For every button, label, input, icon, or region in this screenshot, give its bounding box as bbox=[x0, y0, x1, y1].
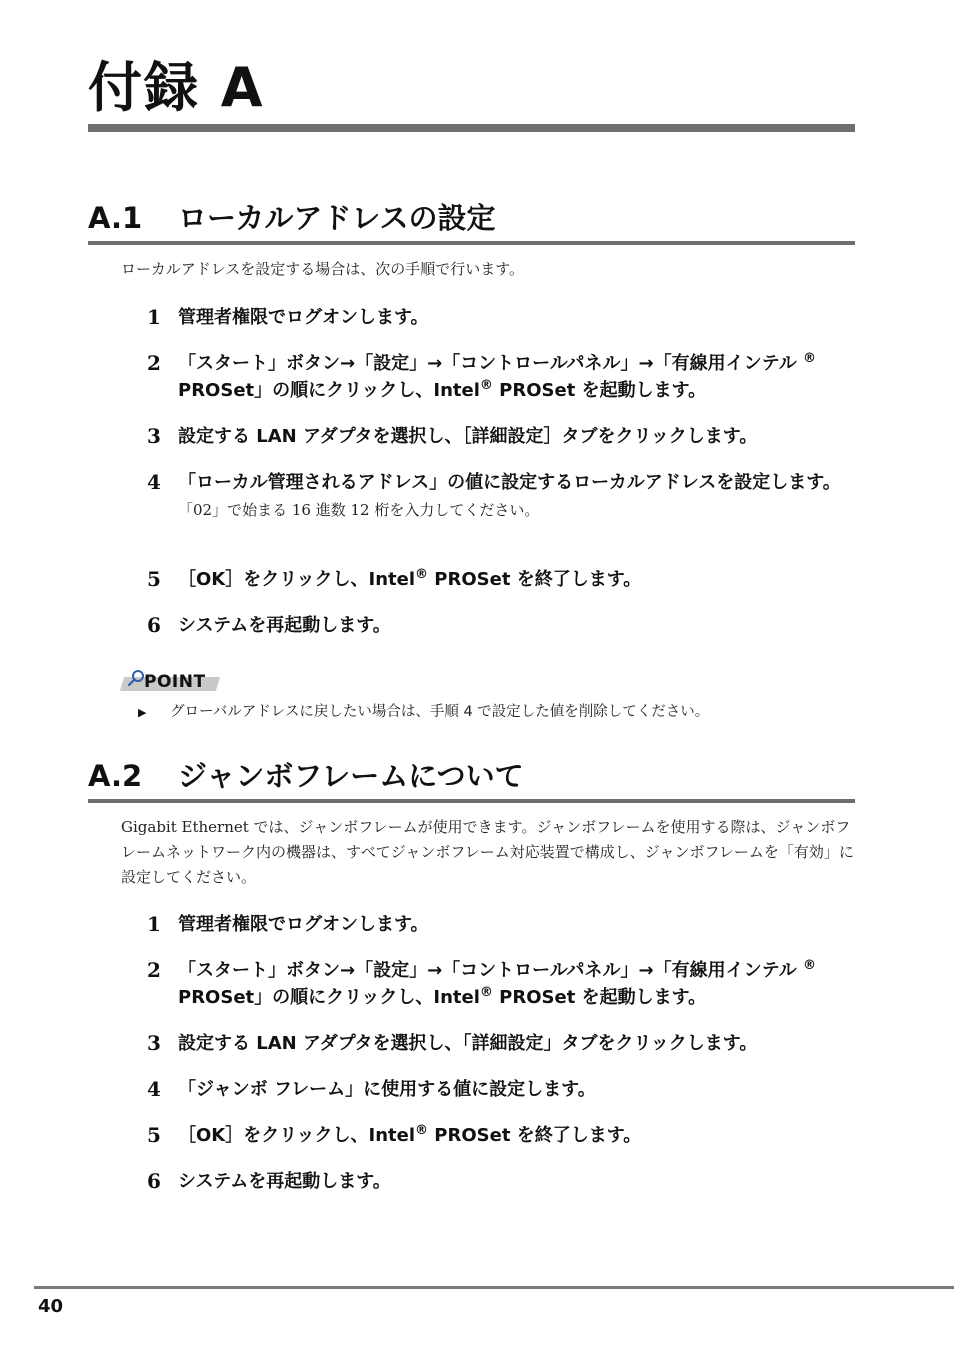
step-item bbox=[147, 1030, 857, 1076]
point-label bbox=[122, 669, 218, 693]
section-divider bbox=[88, 799, 855, 803]
page-number: 40 bbox=[38, 1296, 64, 1317]
step-item bbox=[147, 350, 857, 423]
step-text: 「ジャンボ フレーム」に使用する値に設定します。 bbox=[178, 1079, 596, 1100]
step-number: 3 bbox=[147, 1031, 161, 1055]
point-label-text: POINT bbox=[144, 672, 206, 692]
registered-mark: ® bbox=[479, 378, 493, 393]
step-item bbox=[147, 304, 857, 350]
step-number: 1 bbox=[147, 305, 161, 329]
step-number: 6 bbox=[147, 1169, 161, 1193]
section-title-a1 bbox=[88, 198, 496, 238]
step-text: 「ローカル管理されるアドレス」の値に設定するローカルアドレスを設定します。 bbox=[178, 472, 841, 493]
step-number: 2 bbox=[147, 351, 161, 375]
chapter-title: 付録 A bbox=[88, 56, 265, 119]
registered-mark: ® bbox=[803, 958, 817, 973]
section-intro: Gigabit Ethernet では、ジャンボフレームが使用できます。ジャンボフレームを使用する際は、ジャンボフレームネットワーク内の機器は、すべてジャンボフレーム対応装置で構成し、ジャンボフレームを「有効」に設定してください。 bbox=[121, 818, 854, 886]
step-item bbox=[147, 566, 857, 612]
step-text: 「スタート」ボタン→「設定」→「コントロールパネル」→「有線用インテル ® PROSet」の順にクリックし、Intel® PROSet を起動します。 bbox=[178, 351, 817, 401]
triangle-bullet-icon: ▶ bbox=[138, 706, 147, 719]
section-divider bbox=[88, 241, 855, 245]
step-item bbox=[147, 612, 857, 642]
section-intro: ローカルアドレスを設定する場合は、次の手順で行います。 bbox=[121, 260, 525, 278]
section-number: A.1 bbox=[88, 201, 143, 235]
section-title-a2 bbox=[88, 756, 524, 796]
section-number: A.2 bbox=[88, 759, 143, 793]
step-item bbox=[147, 469, 857, 566]
step-number: 6 bbox=[147, 613, 161, 637]
registered-mark: ® bbox=[415, 1123, 429, 1138]
step-number: 2 bbox=[147, 958, 161, 982]
step-list-a1 bbox=[147, 304, 857, 642]
step-number: 4 bbox=[147, 470, 161, 494]
step-number: 5 bbox=[147, 1123, 161, 1147]
step-list-a2 bbox=[147, 911, 857, 1198]
step-number: 3 bbox=[147, 424, 161, 448]
step-text: ［OK］をクリックし、Intel® PROSet を終了します。 bbox=[178, 1123, 642, 1146]
step-item bbox=[147, 1168, 857, 1198]
step-text: 「スタート」ボタン→「設定」→「コントロールパネル」→「有線用インテル ® PROSet」の順にクリックし、Intel® PROSet を起動します。 bbox=[178, 958, 817, 1008]
step-text: システムを再起動します。 bbox=[178, 615, 391, 636]
magnifier-icon bbox=[126, 669, 146, 689]
step-item bbox=[147, 1076, 857, 1122]
step-text: ［OK］をクリックし、Intel® PROSet を終了します。 bbox=[178, 567, 642, 590]
section-heading: ローカルアドレスの設定 bbox=[178, 201, 496, 235]
step-number: 5 bbox=[147, 567, 161, 591]
point-note: グローバルアドレスに戻したい場合は、手順 4 で設定した値を削除してください。 bbox=[170, 704, 710, 720]
step-text: 設定する LAN アダプタを選択し、「詳細設定」タブをクリックします。 bbox=[178, 1033, 758, 1054]
step-text: システムを再起動します。 bbox=[178, 1171, 391, 1192]
step-text: 管理者権限でログオンします。 bbox=[178, 914, 429, 935]
step-text: 管理者権限でログオンします。 bbox=[178, 307, 429, 328]
step-item bbox=[147, 957, 857, 1030]
footer-divider bbox=[34, 1286, 954, 1289]
registered-mark: ® bbox=[479, 985, 493, 1000]
step-text: 設定する LAN アダプタを選択し、［詳細設定］タブをクリックします。 bbox=[178, 426, 758, 447]
step-item bbox=[147, 1122, 857, 1168]
step-item bbox=[147, 423, 857, 469]
step-number: 4 bbox=[147, 1077, 161, 1101]
section-heading: ジャンボフレームについて bbox=[178, 759, 524, 793]
step-note: 「02」で始まる 16 進数 12 桁を入力してください。 bbox=[178, 501, 540, 519]
step-item bbox=[147, 911, 857, 957]
chapter-divider bbox=[88, 124, 855, 132]
registered-mark: ® bbox=[803, 351, 817, 366]
step-number: 1 bbox=[147, 912, 161, 936]
registered-mark: ® bbox=[415, 567, 429, 582]
